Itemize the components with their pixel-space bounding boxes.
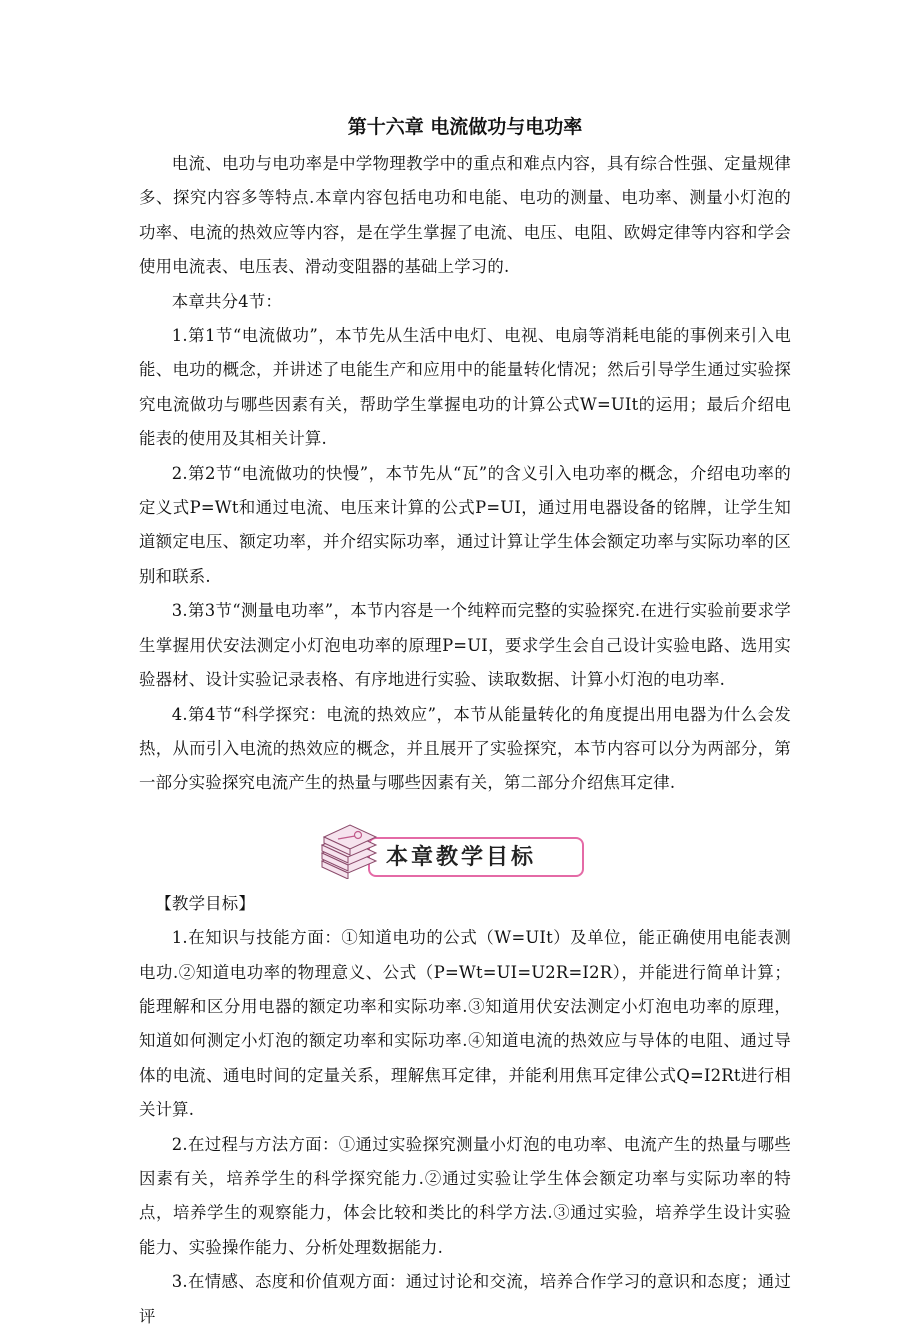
document-page [139,112,791,1334]
section-3-summary: 3.第3节“测量电功率”，本节内容是一个纯粹而完整的实验探究.在进行实验前要求学生掌握用伏安法测定小灯泡电功率的原理P=UI，要求学生会自己设计实验电路、选用实验器材、设计实验记录表格、有序地进行实验、读取数据、计算小灯泡的电功率. [139,601,791,690]
goal-process-methods: 2.在过程与方法方面：①通过实验探究测量小灯泡的电功率、电流产生的热量与哪些因素有关，培养学生的科学探究能力.②通过实验让学生体会额定功率与实际功率的特点，培养学生的观察能力，体会比较和类比的科学方法.③通过实验，培养学生设计实验能力、实验操作能力、分析处理数据能力. [139,1134,791,1257]
section-count: 本章共分4节： [171,291,282,311]
books-stack-icon [318,823,380,879]
goal-knowledge-skills: 1.在知识与技能方面：①知道电功的公式（W=UIt）及单位，能正确使用电能表测电功.②知道电功率的物理意义、公式（P=Wt=UI=U2R=I2R），并能进行简单计算；能理解和区分用电器的额定功率和实际功率.③知道用伏安法测定小灯泡电功率的原理，知道如何测定小灯泡的额定功率和实际功率.④知道电流的热效应与导体的电阻、通过导体的电流、通电时间的定量关系，理解焦耳定律，并能利用焦耳定律公式Q=I2Rt进行相关计算. [139,928,791,1120]
goal-emotion-attitude: 3.在情感、态度和价值观方面：通过讨论和交流，培养合作学习的意识和态度；通过评 [139,1272,791,1326]
chapter-goals-banner [318,823,584,879]
section-1-summary: 1.第1节“电流做功”，本节先从生活中电灯、电视、电扇等消耗电能的事例来引入电能、电功的概念，并讲述了电能生产和应用中的能量转化情况；然后引导学生通过实验探究电流做功与哪些因素有关，帮助学生掌握电功的计算公式W=UIt的运用；最后介绍电能表的使用及其相关计算. [139,326,791,449]
goals-heading: 【教学目标】 [155,893,255,913]
chapter-title: 第十六章 电流做功与电功率 [347,116,583,138]
section-2-summary: 2.第2节“电流做功的快慢”，本节先从“瓦”的含义引入电功率的概念，介绍电功率的定义式P=Wt和通过电流、电压来计算的公式P=UI，通过用电器设备的铭牌，让学生知道额定电压、额定功率，并介绍实际功率，通过计算让学生体会额定功率与实际功率的区别和联系. [139,463,791,586]
section-4-summary: 4.第4节“科学探究：电流的热效应”，本节从能量转化的角度提出用电器为什么会发热，从而引入电流的热效应的概念，并且展开了实验探究，本节内容可以分为两部分，第一部分实验探究电流产生的热量与哪些因素有关，第二部分介绍焦耳定律. [139,704,791,793]
banner-label: 本章教学目标 [386,844,537,870]
intro-paragraph: 电流、电功与电功率是中学物理教学中的重点和难点内容，具有综合性强、定量规律多、探究内容多等特点.本章内容包括电功和电能、电功的测量、电功率、测量小灯泡的功率、电流的热效应等内容，是在学生掌握了电流、电压、电阻、欧姆定律等内容和学会使用电流表、电压表、滑动变阻器的基础上学习的. [139,154,791,277]
